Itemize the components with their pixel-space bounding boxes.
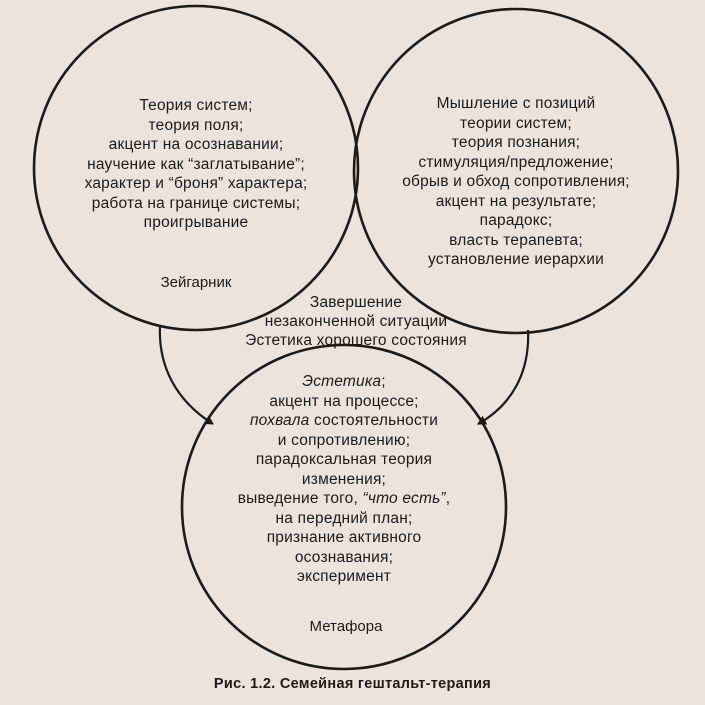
bottom-line [194,489,494,509]
right-line: власть терапевта; [449,231,583,249]
bottom-line: и сопротивлению; [277,431,411,449]
right-line: обрыв и обход сопротивления; [402,173,630,190]
bottom-circle-label: Метафора [309,618,383,635]
bottom-line: признание активного [266,529,422,546]
right-line: парадокс; [479,212,553,229]
intersection-text [206,293,506,350]
bottom-line-tail: , [445,490,451,507]
right-line: стимуляция/предложение; [418,153,614,171]
right-line: Мышление с позиций [436,95,596,112]
bottom-line-tail: состоятельности [309,412,439,429]
right-line: теории систем; [460,114,572,132]
bottom-line: акцент на процессе; [269,392,419,410]
bottom-line: на передний план; [275,509,413,527]
bottom-line: эксперимент [296,568,392,585]
bottom-line: осознавания; [294,548,394,566]
left-circle-label: Зейгарник [160,274,232,291]
praise-term: похвала [249,412,310,429]
left-circle-text [36,96,356,233]
figure-caption: Рис. 1.2. Семейная гештальт-терапия [213,676,492,692]
left-line: акцент на осознавании; [108,136,284,153]
right-line: теория познания; [451,134,581,151]
bottom-line-tail: ; [381,373,386,390]
intersection-line: Завершение [309,294,403,311]
right-line: акцент на результате; [435,192,597,210]
left-line: проигрывание [143,214,249,231]
bottom-line [194,372,494,392]
right-line: установление иерархии [428,251,604,268]
bottom-line [194,411,494,431]
intersection-line: Эстетика хорошего состояния [245,332,467,349]
what-is-term: “что есть” [362,490,446,507]
left-line: научение как “заглатывание”; [87,155,305,173]
left-line: работа на границе системы; [91,194,301,212]
bottom-circle-text [194,372,494,587]
bottom-line-head: выведение того, [237,490,363,507]
left-line: характер и “броня” характера; [84,175,308,192]
left-line: теория поля; [148,116,244,134]
aesthetics-term: Эстетика [302,373,382,390]
right-circle-text [356,94,676,270]
intersection-line: незаконченной ситуации [264,313,448,330]
bottom-line: изменения; [301,470,387,488]
left-line: Теория систем; [139,97,253,114]
bottom-line: парадоксальная теория [255,451,433,468]
